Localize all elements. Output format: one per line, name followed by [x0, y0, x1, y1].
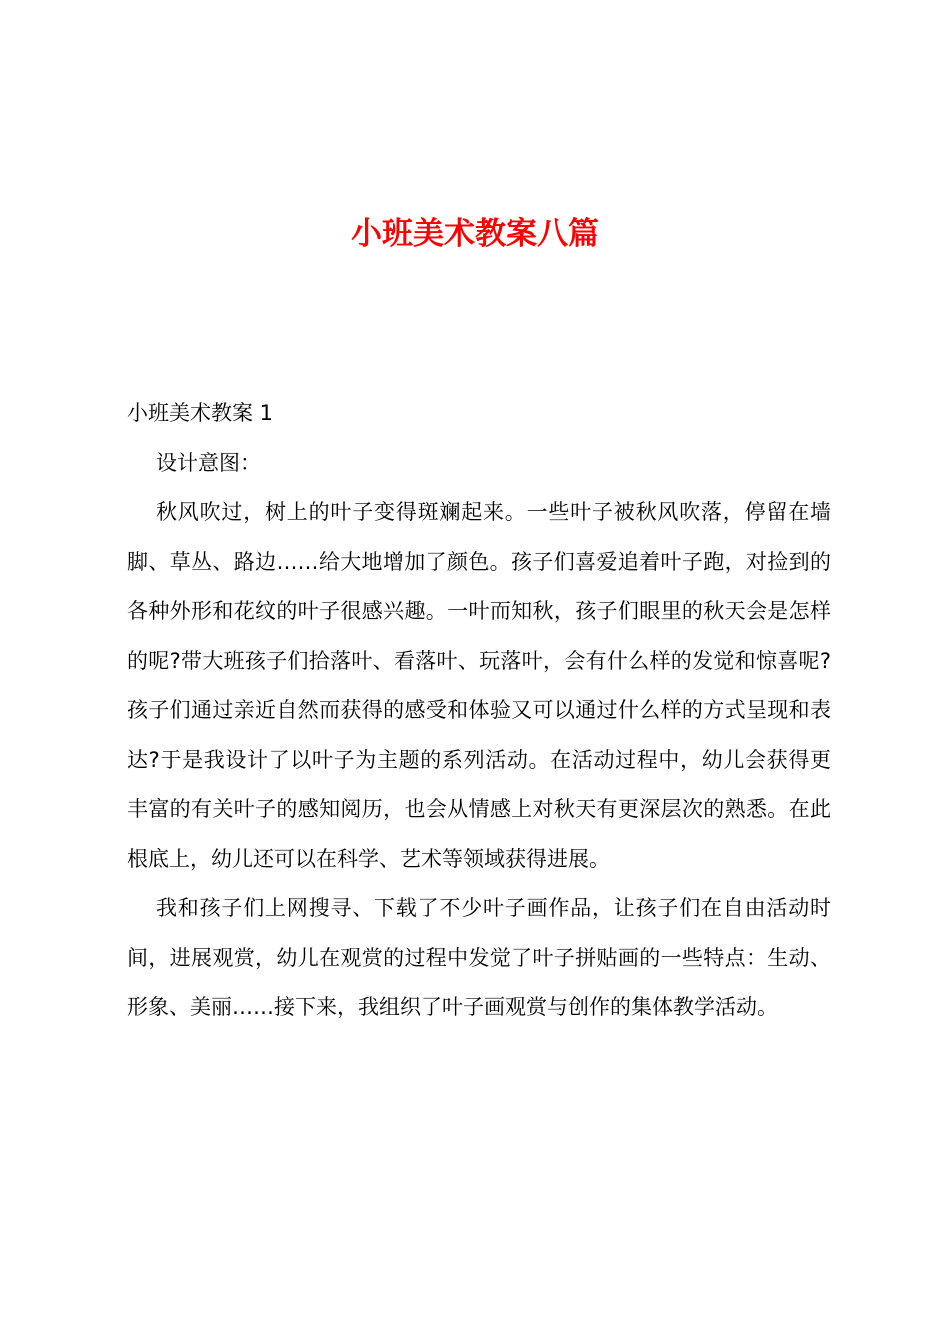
paragraph-leaf-art-activity: 我和孩子们上网搜寻、下载了不少叶子画作品，让孩子们在自由活动时间，进展观赏，幼儿在观赏的过程中发觉了叶子拼贴画的一些特点：生动、形象、美丽……接下来，我组织了叶子画观赏与创作的集体教学活动。 [127, 896, 831, 1019]
subheading-design-intent: 设计意图： [156, 450, 261, 475]
paragraph-autumn-leaves: 秋风吹过，树上的叶子变得斑斓起来。一些叶子被秋风吹落，停留在墙脚、草丛、路边……给大地增加了颜色。孩子们喜爱追着叶子跑，对捡到的各种外形和花纹的叶子很感兴趣。一叶而知秋，孩子们眼里的秋天会是怎样的呢?带大班孩子们拾落叶、看落叶、玩落叶，会有什么样的发觉和惊喜呢?孩子们通过亲近自然而获得的感受和体验又可以通过什么样的方式呈现和表达?于是我设计了以叶子为主题的系列活动。在活动过程中，幼儿会获得更丰富的有关叶子的感知阅历，也会从情感上对秋天有更深层次的熟悉。在此根底上，幼儿还可以在科学、艺术等领域获得进展。 [127, 500, 831, 871]
section-heading: 小班美术教案 1 [127, 401, 274, 425]
document-title: 小班美术教案八篇 [351, 216, 599, 252]
document-body [127, 389, 831, 1033]
